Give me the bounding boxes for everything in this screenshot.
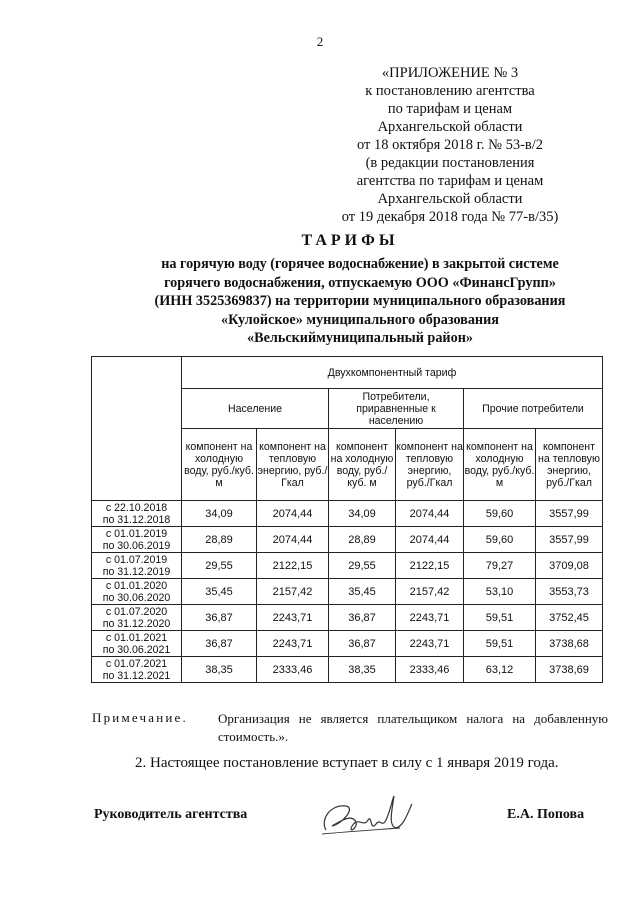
tariff-value-cell: 59,51 bbox=[464, 605, 536, 631]
table-row bbox=[92, 501, 603, 527]
period-from: с 22.10.2018 bbox=[105, 501, 168, 514]
document-title: ТАРИФЫ bbox=[301, 232, 399, 249]
tariff-value-cell: 2333,46 bbox=[396, 657, 464, 683]
subheader-heat-energy: компонент на тепловую энергию, руб./Гкал bbox=[536, 429, 603, 501]
appendix-line: по тарифам и ценам bbox=[387, 101, 513, 117]
tariff-value-cell: 2243,71 bbox=[257, 631, 329, 657]
appendix-block bbox=[325, 64, 575, 226]
tariff-value-cell: 2122,15 bbox=[396, 553, 464, 579]
tariff-value-cell: 35,45 bbox=[182, 579, 257, 605]
appendix-line: агентства по тарифам и ценам bbox=[356, 173, 544, 189]
tariff-value-cell: 2157,42 bbox=[257, 579, 329, 605]
tariff-value-cell: 59,60 bbox=[464, 527, 536, 553]
period-cell bbox=[92, 631, 182, 657]
tariff-value-cell: 53,10 bbox=[464, 579, 536, 605]
document-subtitle bbox=[60, 255, 640, 348]
period-to: по 30.06.2020 bbox=[102, 591, 171, 604]
tariff-value-cell: 2243,71 bbox=[396, 605, 464, 631]
period-to: по 31.12.2018 bbox=[102, 513, 171, 526]
handwritten-signature bbox=[312, 790, 422, 850]
tariff-value-cell: 59,51 bbox=[464, 631, 536, 657]
period-cell bbox=[92, 657, 182, 683]
subheader-heat-energy: компонент на тепловую энергию, руб./Гкал bbox=[257, 429, 329, 501]
period-cell bbox=[92, 605, 182, 631]
period-cell bbox=[92, 579, 182, 605]
tariff-value-cell: 36,87 bbox=[182, 605, 257, 631]
subheader-cold-water: компонент на холодную воду, руб./куб. м bbox=[329, 429, 396, 501]
tariff-value-cell: 28,89 bbox=[182, 527, 257, 553]
tariff-value-cell: 2074,44 bbox=[396, 527, 464, 553]
period-from: с 01.01.2021 bbox=[105, 631, 168, 644]
period-from: с 01.01.2019 bbox=[105, 527, 168, 540]
tariff-value-cell: 3557,99 bbox=[536, 527, 603, 553]
group-header-equivalent: Потребители, приравненные к населению bbox=[329, 389, 464, 429]
tariff-value-cell: 36,87 bbox=[329, 631, 396, 657]
period-from: с 01.01.2020 bbox=[105, 579, 168, 592]
table-row bbox=[92, 605, 603, 631]
table-row bbox=[92, 579, 603, 605]
tariff-value-cell: 2157,42 bbox=[396, 579, 464, 605]
period-cell bbox=[92, 501, 182, 527]
period-to: по 31.12.2019 bbox=[102, 565, 171, 578]
table-corner-cell bbox=[92, 357, 182, 501]
tariff-value-cell: 3738,68 bbox=[536, 631, 603, 657]
appendix-line: (в редакции постановления bbox=[365, 155, 535, 171]
page-number: 2 bbox=[316, 34, 324, 49]
tariff-value-cell: 3738,69 bbox=[536, 657, 603, 683]
group-header-population: Население bbox=[182, 389, 329, 429]
tariff-value-cell: 28,89 bbox=[329, 527, 396, 553]
signatory-position: Руководитель агентства bbox=[94, 807, 248, 822]
subtitle-line: на горячую воду (горячее водоснабжение) в закрытой системе bbox=[161, 256, 559, 272]
appendix-line: от 19 декабря 2018 года № 77-в/35) bbox=[341, 209, 559, 225]
tariff-value-cell: 36,87 bbox=[182, 631, 257, 657]
period-cell bbox=[92, 527, 182, 553]
subtitle-line: «Кулойское» муниципального образования bbox=[221, 311, 499, 328]
tariff-value-cell: 34,09 bbox=[182, 501, 257, 527]
appendix-line: от 18 октября 2018 г. № 53-в/2 bbox=[356, 137, 544, 153]
table-row bbox=[92, 527, 603, 553]
appendix-line: к постановлению агентства bbox=[365, 83, 535, 99]
subtitle-line: горячего водоснабжения, отпускаемую ООО «ФинансГрупп» bbox=[164, 274, 556, 291]
tariff-value-cell: 29,55 bbox=[329, 553, 396, 579]
period-from: с 01.07.2021 bbox=[105, 657, 168, 670]
period-to: по 30.06.2021 bbox=[102, 643, 171, 656]
table-row bbox=[92, 553, 603, 579]
period-to: по 30.06.2019 bbox=[102, 539, 171, 552]
tariff-value-cell: 2074,44 bbox=[396, 501, 464, 527]
subtitle-line: «Вельскиймуниципальный район» bbox=[247, 330, 473, 346]
note-text: Организация не является плательщиком налога на добавленную стоимость.». bbox=[218, 711, 608, 744]
tariff-table bbox=[91, 356, 603, 683]
tariff-value-cell: 2243,71 bbox=[257, 605, 329, 631]
note-label: Примечание. bbox=[92, 710, 188, 725]
tariff-value-cell: 38,35 bbox=[182, 657, 257, 683]
tariff-value-cell: 2243,71 bbox=[396, 631, 464, 657]
paragraph-effective-date: 2. Настоящее постановление вступает в силу с 1 января 2019 года. bbox=[135, 755, 559, 771]
period-from: с 01.07.2020 bbox=[105, 605, 168, 618]
tariff-value-cell: 2074,44 bbox=[257, 501, 329, 527]
tariff-value-cell: 29,55 bbox=[182, 553, 257, 579]
table-row bbox=[92, 631, 603, 657]
tariff-value-cell: 2333,46 bbox=[257, 657, 329, 683]
subheader-heat-energy: компонент на тепловую энергию, руб./Гкал bbox=[396, 429, 464, 501]
tariff-value-cell: 2122,15 bbox=[257, 553, 329, 579]
tariff-value-cell: 2074,44 bbox=[257, 527, 329, 553]
period-to: по 31.12.2021 bbox=[102, 669, 171, 682]
tariff-value-cell: 79,27 bbox=[464, 553, 536, 579]
period-to: по 31.12.2020 bbox=[102, 617, 171, 630]
period-from: с 01.07.2019 bbox=[105, 553, 168, 566]
signatory-name: Е.А. Попова bbox=[507, 807, 585, 822]
group-header-other: Прочие потребители bbox=[464, 389, 603, 429]
subheader-cold-water: компонент на холодную воду, руб./куб. м bbox=[464, 429, 536, 501]
tariff-value-cell: 3557,99 bbox=[536, 501, 603, 527]
period-cell bbox=[92, 553, 182, 579]
tariff-value-cell: 38,35 bbox=[329, 657, 396, 683]
tariff-value-cell: 3709,08 bbox=[536, 553, 603, 579]
tariff-value-cell: 35,45 bbox=[329, 579, 396, 605]
appendix-line: Архангельской области bbox=[377, 191, 523, 207]
appendix-line: «ПРИЛОЖЕНИЕ № 3 bbox=[381, 65, 519, 81]
tariff-value-cell: 3553,73 bbox=[536, 579, 603, 605]
subtitle-line: (ИНН 3525369837) на территории муниципального образования bbox=[154, 293, 566, 309]
tariff-value-cell: 63,12 bbox=[464, 657, 536, 683]
tariff-value-cell: 36,87 bbox=[329, 605, 396, 631]
tariff-value-cell: 3752,45 bbox=[536, 605, 603, 631]
tariff-value-cell: 34,09 bbox=[329, 501, 396, 527]
table-row bbox=[92, 657, 603, 683]
tariff-value-cell: 59,60 bbox=[464, 501, 536, 527]
table-main-header: Двухкомпонентный тариф bbox=[182, 357, 603, 389]
subheader-cold-water: компонент на холодную воду, руб./куб. м bbox=[182, 429, 257, 501]
appendix-line: Архангельской области bbox=[377, 119, 523, 135]
